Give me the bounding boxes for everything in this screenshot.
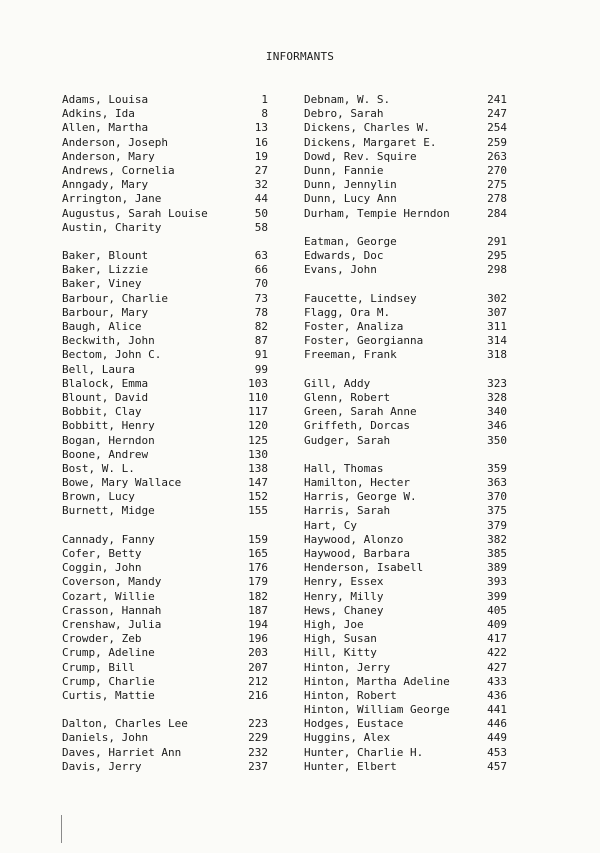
informant-name: Boone, Andrew xyxy=(62,447,149,461)
informant-name: Coggin, John xyxy=(62,561,142,575)
informant-entry xyxy=(62,434,268,448)
informant-name: Daves, Harriet Ann xyxy=(62,745,182,759)
page-number: 130 xyxy=(248,447,268,461)
page-number: 298 xyxy=(487,263,507,277)
informant-name: Dunn, Fannie xyxy=(304,163,384,177)
page-number: 340 xyxy=(487,405,507,419)
section-gap xyxy=(62,235,268,249)
informant-entry xyxy=(304,334,507,348)
informant-entry xyxy=(304,717,507,731)
informant-entry xyxy=(304,547,507,561)
informant-name: Dunn, Jennylin xyxy=(304,178,397,192)
informant-entry xyxy=(62,717,268,731)
informant-name: Haywood, Barbara xyxy=(304,547,410,560)
informant-entry xyxy=(304,604,507,618)
informant-entry xyxy=(62,164,268,178)
informant-name: Hinton, Jerry xyxy=(304,660,391,674)
informant-name: Austin, Charity xyxy=(62,220,162,234)
informant-name: Hinton, Robert xyxy=(304,688,397,702)
informant-name: Bowe, Mary Wallace xyxy=(62,476,182,490)
informant-entry xyxy=(304,93,507,107)
informant-name: Henry, Milly xyxy=(304,589,384,603)
informant-entry xyxy=(304,391,507,405)
informant-name: Augustus, Sarah Louise xyxy=(62,206,208,220)
informant-entry xyxy=(304,121,507,135)
informant-entry xyxy=(62,107,268,121)
page-number: 409 xyxy=(487,617,507,631)
informant-name: Bell, Laura xyxy=(62,362,135,376)
informant-entry xyxy=(304,249,507,263)
informant-entry xyxy=(304,207,507,221)
page-number: 63 xyxy=(254,249,268,263)
informant-entry xyxy=(62,93,268,107)
informant-entry xyxy=(62,136,268,150)
page-number: 8 xyxy=(261,107,268,121)
page-number: 147 xyxy=(248,476,268,490)
informant-name: Debnam, W. S. xyxy=(304,93,391,106)
page-number: 229 xyxy=(248,731,268,745)
page-number: 346 xyxy=(487,419,507,433)
informant-entry xyxy=(62,590,268,604)
page-number: 241 xyxy=(487,93,507,106)
informant-entry xyxy=(62,646,268,660)
informant-name: Dunn, Lucy Ann xyxy=(304,192,397,206)
page-number: 182 xyxy=(248,589,268,603)
page-number: 223 xyxy=(248,717,268,731)
page-number: 291 xyxy=(487,234,507,248)
informant-name: Durham, Tempie Herndon xyxy=(304,206,450,220)
informant-name: Crenshaw, Julia xyxy=(62,617,162,631)
page-number: 70 xyxy=(254,277,268,291)
informant-entry xyxy=(62,405,268,419)
informant-name: Baugh, Alice xyxy=(62,320,142,333)
page-number: 263 xyxy=(487,149,507,163)
page-number: 13 xyxy=(254,121,268,135)
informant-entry xyxy=(62,476,268,490)
informant-entry xyxy=(304,746,507,760)
informant-entry xyxy=(62,306,268,320)
page-number: 422 xyxy=(487,646,507,660)
page-number: 302 xyxy=(487,291,507,305)
informant-entry xyxy=(62,504,268,518)
page-number: 58 xyxy=(254,220,268,234)
informant-name: Anderson, Joseph xyxy=(62,135,168,149)
informant-entry xyxy=(304,646,507,660)
page-number: 155 xyxy=(248,504,268,518)
informant-name: Griffeth, Dorcas xyxy=(304,419,410,433)
informant-entry xyxy=(62,661,268,675)
page-number: 284 xyxy=(487,206,507,220)
informant-entry xyxy=(62,277,268,291)
page-number: 393 xyxy=(487,575,507,589)
informant-entry xyxy=(62,462,268,476)
informant-name: Bobbitt, Henry xyxy=(62,419,155,433)
informants-right-column xyxy=(304,93,507,774)
informant-name: Daniels, John xyxy=(62,731,149,745)
page-number: 138 xyxy=(248,461,268,475)
page-number: 278 xyxy=(487,192,507,206)
page-number: 314 xyxy=(487,334,507,348)
informant-entry xyxy=(62,731,268,745)
informant-entry xyxy=(62,207,268,221)
page-number: 375 xyxy=(487,504,507,518)
informant-name: Brown, Lucy xyxy=(62,490,135,504)
page-number: 196 xyxy=(248,632,268,646)
informant-entry xyxy=(62,760,268,774)
informant-name: Harris, Sarah xyxy=(304,504,391,518)
page-number: 446 xyxy=(487,717,507,731)
page-number: 370 xyxy=(487,490,507,504)
informant-name: Bobbit, Clay xyxy=(62,405,142,419)
informant-name: Blalock, Emma xyxy=(62,376,149,390)
informant-name: Hart, Cy xyxy=(304,518,357,532)
page-number: 176 xyxy=(248,561,268,575)
informant-entry xyxy=(62,561,268,575)
informant-entry xyxy=(304,292,507,306)
page-number: 405 xyxy=(487,603,507,617)
informant-name: Haywood, Alonzo xyxy=(304,532,404,546)
informant-name: Barbour, Charlie xyxy=(62,291,168,305)
informant-name: Bectom, John C. xyxy=(62,348,162,362)
page-number: 237 xyxy=(248,759,268,773)
informant-entry xyxy=(304,306,507,320)
page-number: 212 xyxy=(248,674,268,688)
informant-entry xyxy=(304,703,507,717)
page-number: 295 xyxy=(487,249,507,263)
page-number: 399 xyxy=(487,589,507,603)
informant-name: Hunter, Elbert xyxy=(304,759,397,773)
informant-name: Gill, Addy xyxy=(304,376,371,390)
informant-entry xyxy=(62,490,268,504)
page-number: 152 xyxy=(248,490,268,504)
informant-entry xyxy=(304,590,507,604)
informant-name: Andrews, Cornelia xyxy=(62,163,175,177)
page-number: 73 xyxy=(254,291,268,305)
informant-entry xyxy=(62,377,268,391)
informant-name: Beckwith, John xyxy=(62,334,155,348)
page-title: INFORMANTS xyxy=(265,50,335,63)
informant-entry xyxy=(304,377,507,391)
informant-name: Debro, Sarah xyxy=(304,107,384,121)
informant-entry xyxy=(62,178,268,192)
informant-name: Bost, W. L. xyxy=(62,461,135,475)
informant-name: Anngady, Mary xyxy=(62,178,149,192)
informant-entry xyxy=(304,192,507,206)
informant-name: Foster, Analiza xyxy=(304,320,404,333)
informant-entry xyxy=(304,618,507,632)
page-number: 125 xyxy=(248,433,268,447)
page-number: 449 xyxy=(487,731,507,745)
page-number: 50 xyxy=(254,206,268,220)
informant-name: Crump, Bill xyxy=(62,660,135,674)
page-number: 103 xyxy=(248,376,268,390)
informant-name: Dalton, Charles Lee xyxy=(62,717,188,731)
informant-name: Blount, David xyxy=(62,390,149,404)
informant-entry xyxy=(62,746,268,760)
page-number: 389 xyxy=(487,561,507,575)
informant-name: Hill, Kitty xyxy=(304,646,377,660)
informant-entry xyxy=(304,760,507,774)
informant-name: Glenn, Robert xyxy=(304,390,391,404)
informant-entry xyxy=(304,164,507,178)
section-gap xyxy=(304,363,507,377)
informant-name: Cofer, Betty xyxy=(62,547,142,560)
informant-entry xyxy=(62,334,268,348)
page-number: 159 xyxy=(248,532,268,546)
page-number: 91 xyxy=(254,348,268,362)
informant-entry xyxy=(62,575,268,589)
page-number: 32 xyxy=(254,178,268,192)
page-number: 363 xyxy=(487,476,507,490)
informant-name: Dowd, Rev. Squire xyxy=(304,149,417,163)
page-number: 311 xyxy=(487,320,507,333)
informant-entry xyxy=(62,604,268,618)
informant-entry xyxy=(62,263,268,277)
page-number: 99 xyxy=(254,362,268,376)
informant-entry xyxy=(62,391,268,405)
page-number: 385 xyxy=(487,547,507,560)
informant-name: Dickens, Margaret E. xyxy=(304,135,437,149)
informant-name: Baker, Blount xyxy=(62,249,149,263)
page-number: 216 xyxy=(248,688,268,702)
informant-entry xyxy=(304,689,507,703)
page-number: 433 xyxy=(487,674,507,688)
section-gap xyxy=(62,519,268,533)
page-number: 254 xyxy=(487,121,507,135)
informant-entry xyxy=(62,221,268,235)
informant-entry xyxy=(304,731,507,745)
informant-name: Crump, Charlie xyxy=(62,674,155,688)
page-number: 307 xyxy=(487,305,507,319)
informant-name: Hunter, Charlie H. xyxy=(304,745,424,759)
informant-name: Green, Sarah Anne xyxy=(304,405,417,419)
informant-name: Anderson, Mary xyxy=(62,149,155,163)
page-number: 1 xyxy=(261,93,268,106)
page-number: 259 xyxy=(487,135,507,149)
informant-name: High, Joe xyxy=(304,617,364,631)
page-number: 318 xyxy=(487,348,507,362)
informant-name: Barbour, Mary xyxy=(62,305,149,319)
informant-name: Dickens, Charles W. xyxy=(304,121,430,135)
informants-left-column xyxy=(62,93,268,774)
informant-entry xyxy=(304,178,507,192)
page-number: 165 xyxy=(248,547,268,560)
informant-entry xyxy=(304,533,507,547)
page-number: 19 xyxy=(254,149,268,163)
informant-entry xyxy=(62,292,268,306)
informant-name: Flagg, Ora M. xyxy=(304,305,391,319)
page-number: 120 xyxy=(248,419,268,433)
informant-name: Curtis, Mattie xyxy=(62,688,155,702)
page-number: 457 xyxy=(487,759,507,773)
informant-entry xyxy=(304,462,507,476)
page-number: 87 xyxy=(254,334,268,348)
section-gap xyxy=(304,277,507,291)
informant-name: Harris, George W. xyxy=(304,490,417,504)
page-number: 247 xyxy=(487,107,507,121)
informant-name: Freeman, Frank xyxy=(304,348,397,362)
informant-name: Hall, Thomas xyxy=(304,461,384,475)
informant-entry xyxy=(62,320,268,334)
informant-name: Baker, Viney xyxy=(62,277,142,291)
page-number: 82 xyxy=(254,320,268,333)
informant-name: Allen, Martha xyxy=(62,121,149,135)
informant-entry xyxy=(62,150,268,164)
informant-entry xyxy=(304,476,507,490)
informant-entry xyxy=(304,263,507,277)
informant-entry xyxy=(304,235,507,249)
page-number: 44 xyxy=(254,192,268,206)
informant-name: Henderson, Isabell xyxy=(304,561,424,575)
page-number: 382 xyxy=(487,532,507,546)
informant-name: Huggins, Alex xyxy=(304,731,391,745)
informant-name: Gudger, Sarah xyxy=(304,433,391,447)
page-number: 270 xyxy=(487,163,507,177)
page-number: 117 xyxy=(248,405,268,419)
page-number: 194 xyxy=(248,617,268,631)
page-number: 436 xyxy=(487,688,507,702)
informant-entry xyxy=(304,434,507,448)
informant-name: Hamilton, Hecter xyxy=(304,476,410,490)
informant-entry xyxy=(304,107,507,121)
informant-name: Hinton, William George xyxy=(304,703,450,717)
page-number: 323 xyxy=(487,376,507,390)
informant-entry xyxy=(62,348,268,362)
informant-name: Henry, Essex xyxy=(304,575,384,589)
informant-entry xyxy=(62,547,268,561)
informant-entry xyxy=(62,249,268,263)
informant-entry xyxy=(304,675,507,689)
informant-entry xyxy=(62,419,268,433)
page-number: 110 xyxy=(248,390,268,404)
page-number: 27 xyxy=(254,163,268,177)
informant-name: Adkins, Ida xyxy=(62,107,135,121)
informant-name: Crump, Adeline xyxy=(62,646,155,660)
page-number: 66 xyxy=(254,263,268,277)
informant-name: Hews, Chaney xyxy=(304,603,384,617)
informant-name: Hinton, Martha Adeline xyxy=(304,674,450,688)
informant-name: Burnett, Midge xyxy=(62,504,155,518)
page-number: 16 xyxy=(254,135,268,149)
page-number: 187 xyxy=(248,603,268,617)
informant-entry xyxy=(62,363,268,377)
informant-name: Edwards, Doc xyxy=(304,249,384,263)
informant-entry xyxy=(62,448,268,462)
page-number: 453 xyxy=(487,745,507,759)
page-number: 427 xyxy=(487,660,507,674)
page-number: 379 xyxy=(487,518,507,532)
informant-entry xyxy=(62,533,268,547)
page-number: 441 xyxy=(487,703,507,717)
informant-name: Bogan, Herndon xyxy=(62,433,155,447)
informant-entry xyxy=(62,675,268,689)
page-number: 350 xyxy=(487,433,507,447)
section-gap xyxy=(304,221,507,235)
page-number: 417 xyxy=(487,632,507,646)
informant-entry xyxy=(304,661,507,675)
informant-entry xyxy=(304,504,507,518)
informant-name: Davis, Jerry xyxy=(62,759,142,773)
page-number: 207 xyxy=(248,660,268,674)
page-number: 179 xyxy=(248,575,268,589)
informant-entry xyxy=(304,419,507,433)
page-number: 275 xyxy=(487,178,507,192)
page-number: 328 xyxy=(487,390,507,404)
informant-name: Crowder, Zeb xyxy=(62,632,142,646)
margin-pencil-mark xyxy=(61,815,62,843)
informant-name: Eatman, George xyxy=(304,234,397,248)
informant-entry xyxy=(62,632,268,646)
informant-entry xyxy=(304,320,507,334)
informant-entry xyxy=(304,561,507,575)
informant-entry xyxy=(62,689,268,703)
informant-name: Hodges, Eustace xyxy=(304,717,404,731)
informant-name: Baker, Lizzie xyxy=(62,263,149,277)
informant-name: High, Susan xyxy=(304,632,377,646)
page-number: 359 xyxy=(487,461,507,475)
informant-name: Evans, John xyxy=(304,263,377,277)
section-gap xyxy=(304,448,507,462)
informant-name: Foster, Georgianna xyxy=(304,334,424,348)
informant-entry xyxy=(304,490,507,504)
informant-name: Arrington, Jane xyxy=(62,192,162,206)
informant-entry xyxy=(304,519,507,533)
informant-name: Crasson, Hannah xyxy=(62,603,162,617)
informant-name: Adams, Louisa xyxy=(62,93,149,106)
informant-entry xyxy=(62,618,268,632)
informant-name: Faucette, Lindsey xyxy=(304,291,417,305)
informant-name: Coverson, Mandy xyxy=(62,575,162,589)
section-gap xyxy=(62,703,268,717)
informant-name: Cozart, Willie xyxy=(62,589,155,603)
informant-entry xyxy=(304,575,507,589)
informant-entry xyxy=(304,405,507,419)
informant-entry xyxy=(62,192,268,206)
informant-name: Cannady, Fanny xyxy=(62,532,155,546)
informant-entry xyxy=(304,348,507,362)
page-number: 78 xyxy=(254,305,268,319)
page-number: 203 xyxy=(248,646,268,660)
informant-entry xyxy=(62,121,268,135)
informant-entry xyxy=(304,632,507,646)
informant-entry xyxy=(304,150,507,164)
informant-entry xyxy=(304,136,507,150)
page-number: 232 xyxy=(248,745,268,759)
